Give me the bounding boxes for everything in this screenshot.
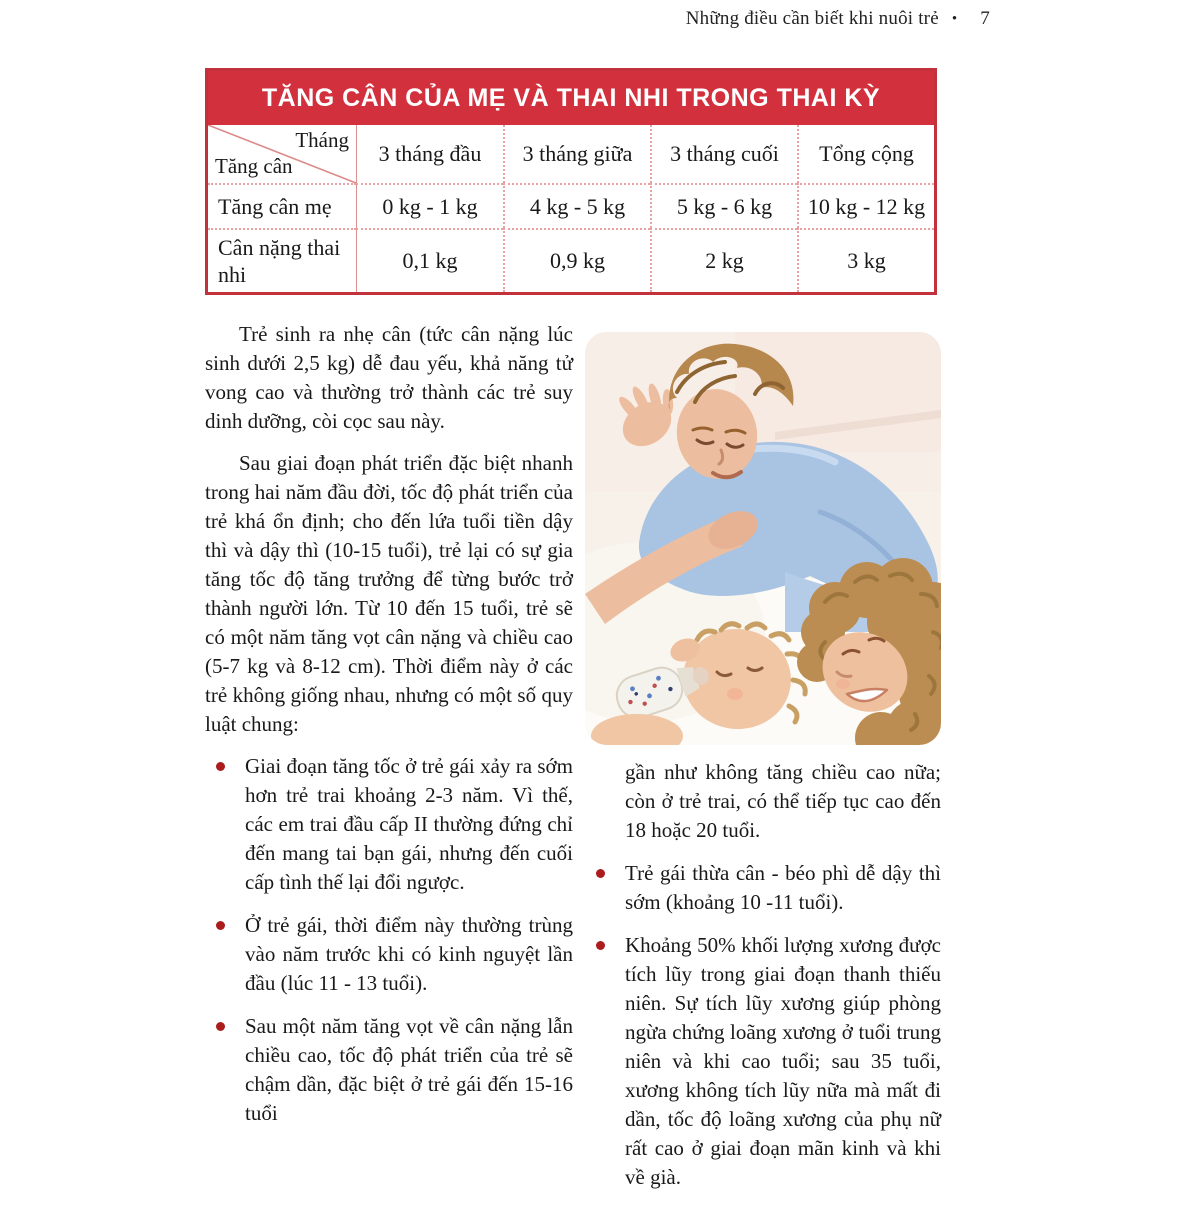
table-value: 5 kg - 6 kg	[650, 183, 797, 228]
corner-label-weight: Tăng cân	[215, 154, 293, 178]
list-item-text: Ở trẻ gái, thời điểm này thường trùng vào năm trước khi có kinh nguyệt lần đầu (lúc 11 - 13 tuổi).	[245, 913, 573, 995]
list-item-text: Khoảng 50% khối lượng xương được tích lũy trong giai đoạn thanh thiếu niên. Sự tích lũy xương giúp phòng ngừa chứng loãng xương ở tuổi trung niên và khi cao tuổi; sau 35 tuổi, xương không tích lũy nữa mà mất đi dần, tốc độ loãng xương của phụ nữ rất cao ở giai đoạn mãn kinh và khi về già.	[625, 933, 941, 1189]
table-value: 4 kg - 5 kg	[503, 183, 650, 228]
table-value: 2 kg	[650, 228, 797, 292]
paragraph: Trẻ sinh ra nhẹ cân (tức cân nặng lúc sinh dưới 2,5 kg) dễ đau yếu, khả năng tử vong cao và thường trở thành các trẻ suy dinh dưỡng, còi cọc sau này.	[205, 322, 573, 433]
col-header: 3 tháng cuối	[650, 125, 797, 183]
paragraph: Sau giai đoạn phát triển đặc biệt nhanh trong hai năm đầu đời, tốc độ phát triển của trẻ khá ổn định; cho đến lứa tuổi tiền dậy thì và dậy thì (10-15 tuổi), trẻ lại có sự gia tăng tốc độ tăng trưởng để từng bước trở thành người lớn. Từ 10 đến 15 tuổi, trẻ sẽ có một năm tăng vọt cân nặng và chiều cao (5-7 kg và 8-12 cm). Thời điểm này ở các trẻ không giống nhau, nhưng có một số quy luật chung:	[205, 451, 573, 736]
table-value: 0,9 kg	[503, 228, 650, 292]
list-item	[205, 752, 573, 897]
table-title: TĂNG CÂN CỦA MẸ VÀ THAI NHI TRONG THAI KỲ	[208, 71, 934, 125]
bullet-icon	[596, 941, 605, 950]
table-value: 3 kg	[797, 228, 934, 292]
list-item	[205, 911, 573, 998]
row-label: Cân nặng thai nhi	[208, 228, 356, 292]
table-value: 10 kg - 12 kg	[797, 183, 934, 228]
list-item	[585, 931, 941, 1192]
bullet-icon	[216, 921, 225, 930]
list-item	[205, 1012, 573, 1128]
table-corner-cell	[208, 125, 356, 183]
bullet-icon	[216, 1022, 225, 1031]
left-column	[205, 320, 573, 1142]
list-item-text: Giai đoạn tăng tốc ở trẻ gái xảy ra sớm hơn trẻ trai khoảng 2-3 năm. Vì thế, các em trai đầu cấp II thường đứng chỉ đến mang tai bạn gái, nhưng đến cuối cấp tình thế lại đổi ngược.	[245, 754, 573, 894]
list-item	[585, 859, 941, 917]
pregnancy-weight-table	[205, 68, 937, 295]
row-label: Tăng cân mẹ	[208, 183, 356, 228]
list-item-text: Trẻ gái thừa cân - béo phì dễ dậy thì sớm (khoảng 10 -11 tuổi).	[625, 861, 941, 914]
table-value: 0 kg - 1 kg	[356, 183, 503, 228]
table-grid	[208, 125, 934, 292]
page-number: 7	[980, 8, 990, 29]
family-photo	[585, 332, 941, 745]
header-bullet-separator: •	[951, 11, 958, 27]
table-value: 0,1 kg	[356, 228, 503, 292]
right-column	[585, 330, 941, 1206]
corner-label-month: Tháng	[295, 128, 349, 152]
bullet-icon	[216, 762, 225, 771]
col-header: 3 tháng đầu	[356, 125, 503, 183]
running-head-title: Những điều cần biết khi nuôi trẻ	[685, 8, 939, 29]
list-item-text: Sau một năm tăng vọt về cân nặng lẫn chiều cao, tốc độ phát triển của trẻ sẽ chậm dần, đặc biệt ở trẻ gái đến 15-16 tuổi	[245, 1014, 573, 1125]
paragraph-continuation: gần như không tăng chiều cao nữa; còn ở trẻ trai, có thể tiếp tục cao đến 18 hoặc 20 tuổi.	[625, 760, 941, 842]
col-header: 3 tháng giữa	[503, 125, 650, 183]
bullet-icon	[596, 869, 605, 878]
col-header: Tổng cộng	[797, 125, 934, 183]
running-head	[686, 8, 990, 30]
